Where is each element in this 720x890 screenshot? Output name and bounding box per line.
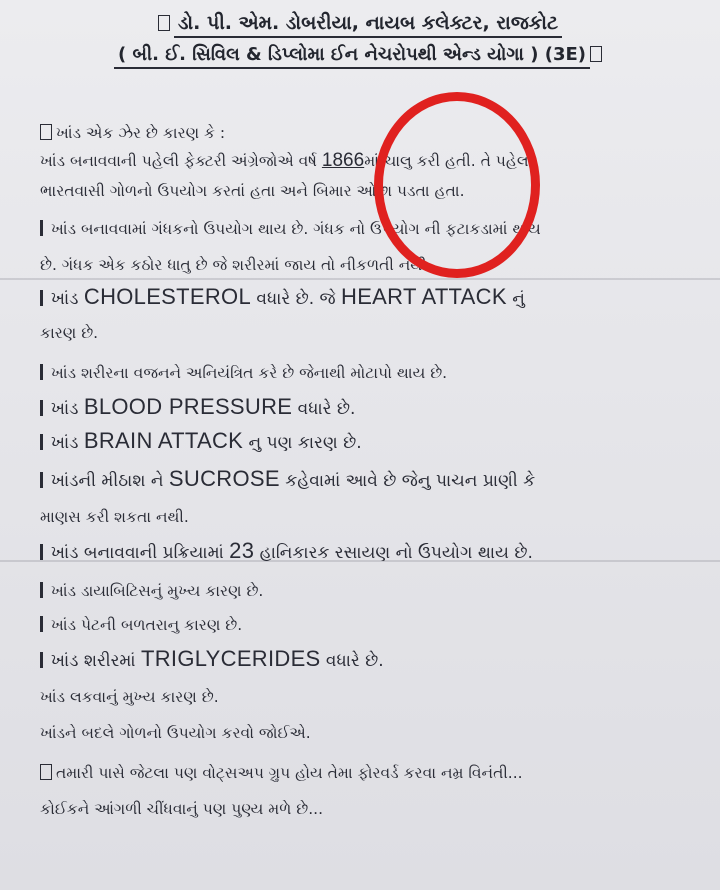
- text-line: તમારી પાસે જેટલા પણ વોટ્સઅપ ગ્રુપ હોય તેમા ફોરવર્ડ કરવા નમ્ર વિનંતી...: [40, 762, 700, 784]
- qualification-header: [0, 44, 720, 65]
- bullet-marker: [40, 472, 43, 488]
- text-line: ખાંડ લકવાનું મુખ્ય કારણ છે.: [40, 688, 219, 706]
- bullet-line: ખાંડ બનાવવાની પ્રક્રિયામાં 23 હાનિકારક રસાયણ નો ઉપયોગ થાય છે.: [40, 540, 700, 564]
- paper-fold: [0, 278, 720, 280]
- intro-line: ખાંડ એક ઝેર છે કારણ કે :: [40, 122, 700, 144]
- checkbox-glyph: [158, 15, 170, 31]
- text-line: ભારતવાસી ગોળનો ઉપયોગ કરતાં હતા અને બિમાર ઓછા પડતા હતા.: [40, 182, 465, 200]
- bullet-line: ખાંડ ડાયાબિટિસનું મુખ્ય કારણ છે.: [40, 580, 700, 602]
- red-highlight-circle: [374, 92, 540, 278]
- text-line: માણસ કરી શકતા નથી.: [40, 508, 189, 526]
- bullet-line: ખાંડ બનાવવામાં ગંધકનો ઉપયોગ થાય છે. ગંધક નો ઉપયોગ ની ફટાકડામાં થાય: [40, 218, 700, 240]
- year-value: 1866: [321, 150, 365, 171]
- bullet-line: ખાંડ CHOLESTEROL વધારે છે. જે HEART ATTACK નું: [40, 286, 700, 310]
- bullet-line: ખાંડ BLOOD PRESSURE વધારે છે.: [40, 396, 700, 420]
- bullet-marker: [40, 290, 43, 306]
- checkbox-glyph: [40, 764, 52, 780]
- bullet-marker: [40, 616, 43, 632]
- bullet-line: ખાંડ પેટની બળતરાનુ કારણ છે.: [40, 614, 700, 636]
- author-header: [0, 12, 720, 34]
- text-line: ખાંડને બદલે ગોળનો ઉપયોગ કરવો જોઈએ.: [40, 724, 311, 742]
- bullet-line: ખાંડ BRAIN ATTACK નુ પણ કારણ છે.: [40, 430, 700, 454]
- text-line: ખાંડ બનાવવાની પહેલી ફેક્ટરી અંગ્રેજોએ વર્ષ 1866માં ચાલુ કરી હતી. તે પહેલાં: [40, 150, 533, 171]
- author-title: ડો. પી. એમ. ડોબરીયા, નાયબ કલેક્ટર, રાજકોટ: [174, 12, 562, 38]
- bullet-line: ખાંડ શરીરના વજનને અનિયંત્રિત કરે છે જેનાથી મોટાપો થાય છે.: [40, 362, 700, 384]
- qualification-title: ( બી. ઈ. સિવિલ & ડિપ્લોમા ઈન નેચરોપથી એન્ડ યોગા ) (3E): [114, 44, 590, 69]
- bullet-line: ખાંડની મીઠાશ ને SUCROSE કહેવામાં આવે છે જેનુ પાચન પ્રાણી કે: [40, 468, 700, 492]
- bullet-marker: [40, 582, 43, 598]
- text-line: છે. ગંધક એક કઠોર ધાતુ છે જે શરીરમાં જાય તો નીકળતી નથી.: [40, 256, 432, 274]
- checkbox-glyph: [590, 46, 602, 62]
- bullet-marker: [40, 652, 43, 668]
- bullet-marker: [40, 434, 43, 450]
- checkbox-glyph: [40, 124, 52, 140]
- bullet-marker: [40, 220, 43, 236]
- bullet-marker: [40, 544, 43, 560]
- bullet-marker: [40, 364, 43, 380]
- text-line: કારણ છે.: [40, 324, 99, 342]
- text-line: કોઈકને આંગળી ચીંધવાનું પણ પુણ્ય મળે છે...: [40, 800, 323, 818]
- bullet-line: ખાંડ શરીરમાં TRIGLYCERIDES વધારે છે.: [40, 648, 700, 672]
- bullet-marker: [40, 400, 43, 416]
